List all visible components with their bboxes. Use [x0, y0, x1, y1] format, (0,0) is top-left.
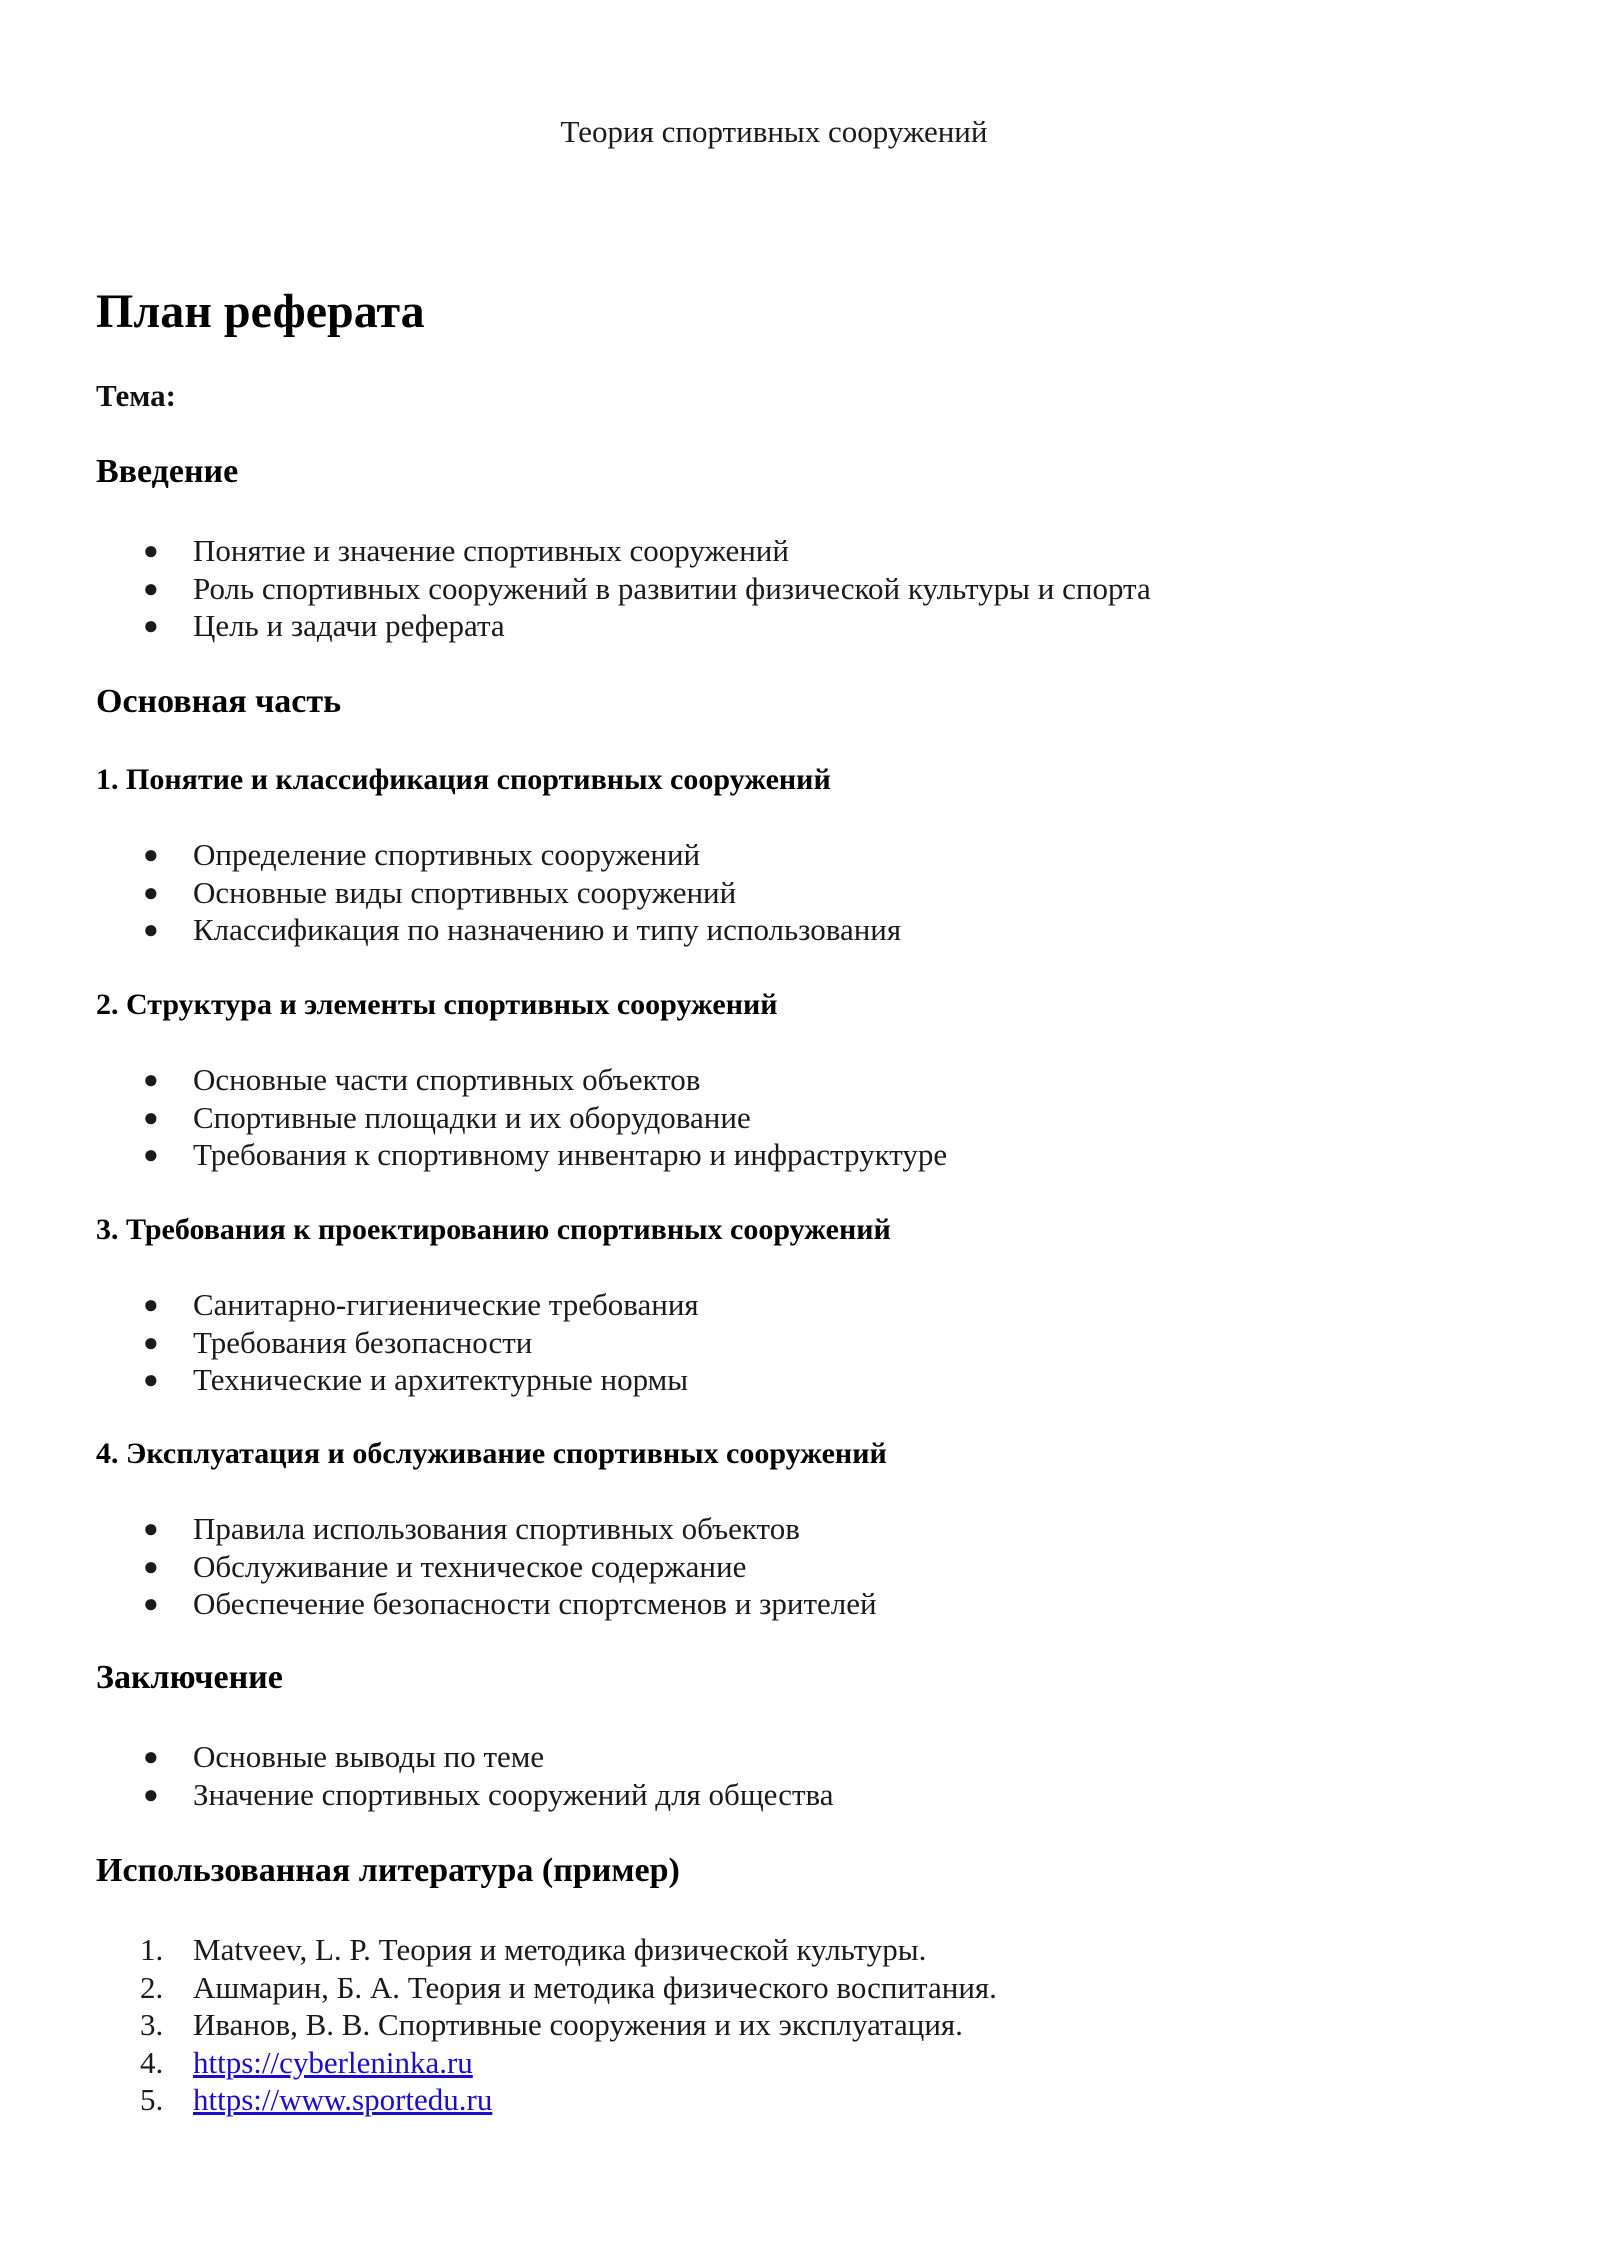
bullet-icon: ●: [143, 1140, 159, 1169]
bullet-icon: ●: [143, 877, 159, 907]
bullet-icon: ●: [143, 573, 159, 603]
references-heading: Использованная литература (пример): [96, 1852, 680, 1889]
list-item-text: Классификация по назначению и типу использования: [193, 912, 902, 947]
bullet-icon: ●: [143, 536, 159, 565]
bullet-icon: ●: [143, 1065, 159, 1094]
list-item-text: Требования безопасности: [193, 1324, 533, 1360]
reference-text: Ашмарин, Б. А. Теория и методика физического воспитания.: [193, 1969, 997, 2005]
topic-label: Тема:: [96, 378, 176, 413]
conclusion-heading: Заключение: [96, 1659, 283, 1696]
bullet-icon: ●: [143, 915, 159, 944]
reference-number: 5.: [140, 2082, 164, 2117]
list-item-text: Определение спортивных сооружений: [193, 837, 701, 872]
bullet-icon: ●: [143, 1327, 159, 1357]
reference-number: 2.: [140, 1969, 164, 2005]
reference-link-sportedu[interactable]: https://www.sportedu.ru: [193, 2082, 493, 2117]
reference-number: 1.: [140, 1932, 164, 1967]
bullet-icon: ●: [143, 1290, 159, 1319]
list-item-text: Основные виды спортивных сооружений: [193, 874, 737, 910]
list-item-text: Санитарно-гигиенические требования: [193, 1287, 699, 1322]
list-item-text: Требования к спортивному инвентарю и инфраструктуре: [193, 1137, 948, 1172]
list-item-text: Правила использования спортивных объектов: [193, 1511, 800, 1546]
section-title: 3. Требования к проектированию спортивных сооружений: [96, 1213, 891, 1246]
list-item-text: Основные выводы по теме: [193, 1739, 545, 1774]
list-item-text: Обеспечение безопасности спортсменов и зрителей: [193, 1586, 877, 1621]
reference-number: 4.: [140, 2044, 164, 2080]
page-header-title: Теория спортивных сооружений: [560, 114, 988, 149]
document-title: План реферата: [96, 285, 425, 338]
bullet-icon: ●: [143, 1779, 159, 1809]
reference-link-cyberleninka[interactable]: https://cyberleninka.ru: [193, 2044, 473, 2080]
reference-number: 3.: [140, 2007, 164, 2042]
list-item-text: Технические и архитектурные нормы: [193, 1362, 689, 1397]
section-title: 2. Структура и элементы спортивных сооружений: [96, 988, 778, 1021]
section-title: 1. Понятие и классификация спортивных сооружений: [96, 763, 831, 796]
bullet-icon: ●: [143, 1742, 159, 1771]
list-item-text: Значение спортивных сооружений для общества: [193, 1776, 834, 1812]
bullet-icon: ●: [143, 1551, 159, 1581]
bullet-icon: ●: [143, 1102, 159, 1132]
bullet-icon: ●: [143, 840, 159, 869]
bullet-icon: ●: [143, 1514, 159, 1543]
list-item-text: Роль спортивных сооружений в развитии физической культуры и спорта: [193, 570, 1151, 606]
list-item-text: Спортивные площадки и их оборудование: [193, 1099, 751, 1135]
section-title: 4. Эксплуатация и обслуживание спортивных сооружений: [96, 1437, 887, 1470]
list-item-text: Основные части спортивных объектов: [193, 1062, 701, 1097]
reference-text: Matveev, L. P. Теория и методика физической культуры.: [193, 1932, 927, 1967]
main-part-heading: Основная часть: [96, 683, 342, 720]
bullet-icon: ●: [143, 611, 159, 640]
intro-heading: Введение: [96, 453, 239, 490]
list-item-text: Понятие и значение спортивных сооружений: [193, 533, 789, 568]
list-item-text: Обслуживание и техническое содержание: [193, 1548, 747, 1584]
bullet-icon: ●: [143, 1365, 159, 1394]
list-item-text: Цель и задачи реферата: [193, 608, 505, 643]
bullet-icon: ●: [143, 1589, 159, 1618]
reference-text: Иванов, В. В. Спортивные сооружения и их эксплуатация.: [193, 2007, 963, 2042]
